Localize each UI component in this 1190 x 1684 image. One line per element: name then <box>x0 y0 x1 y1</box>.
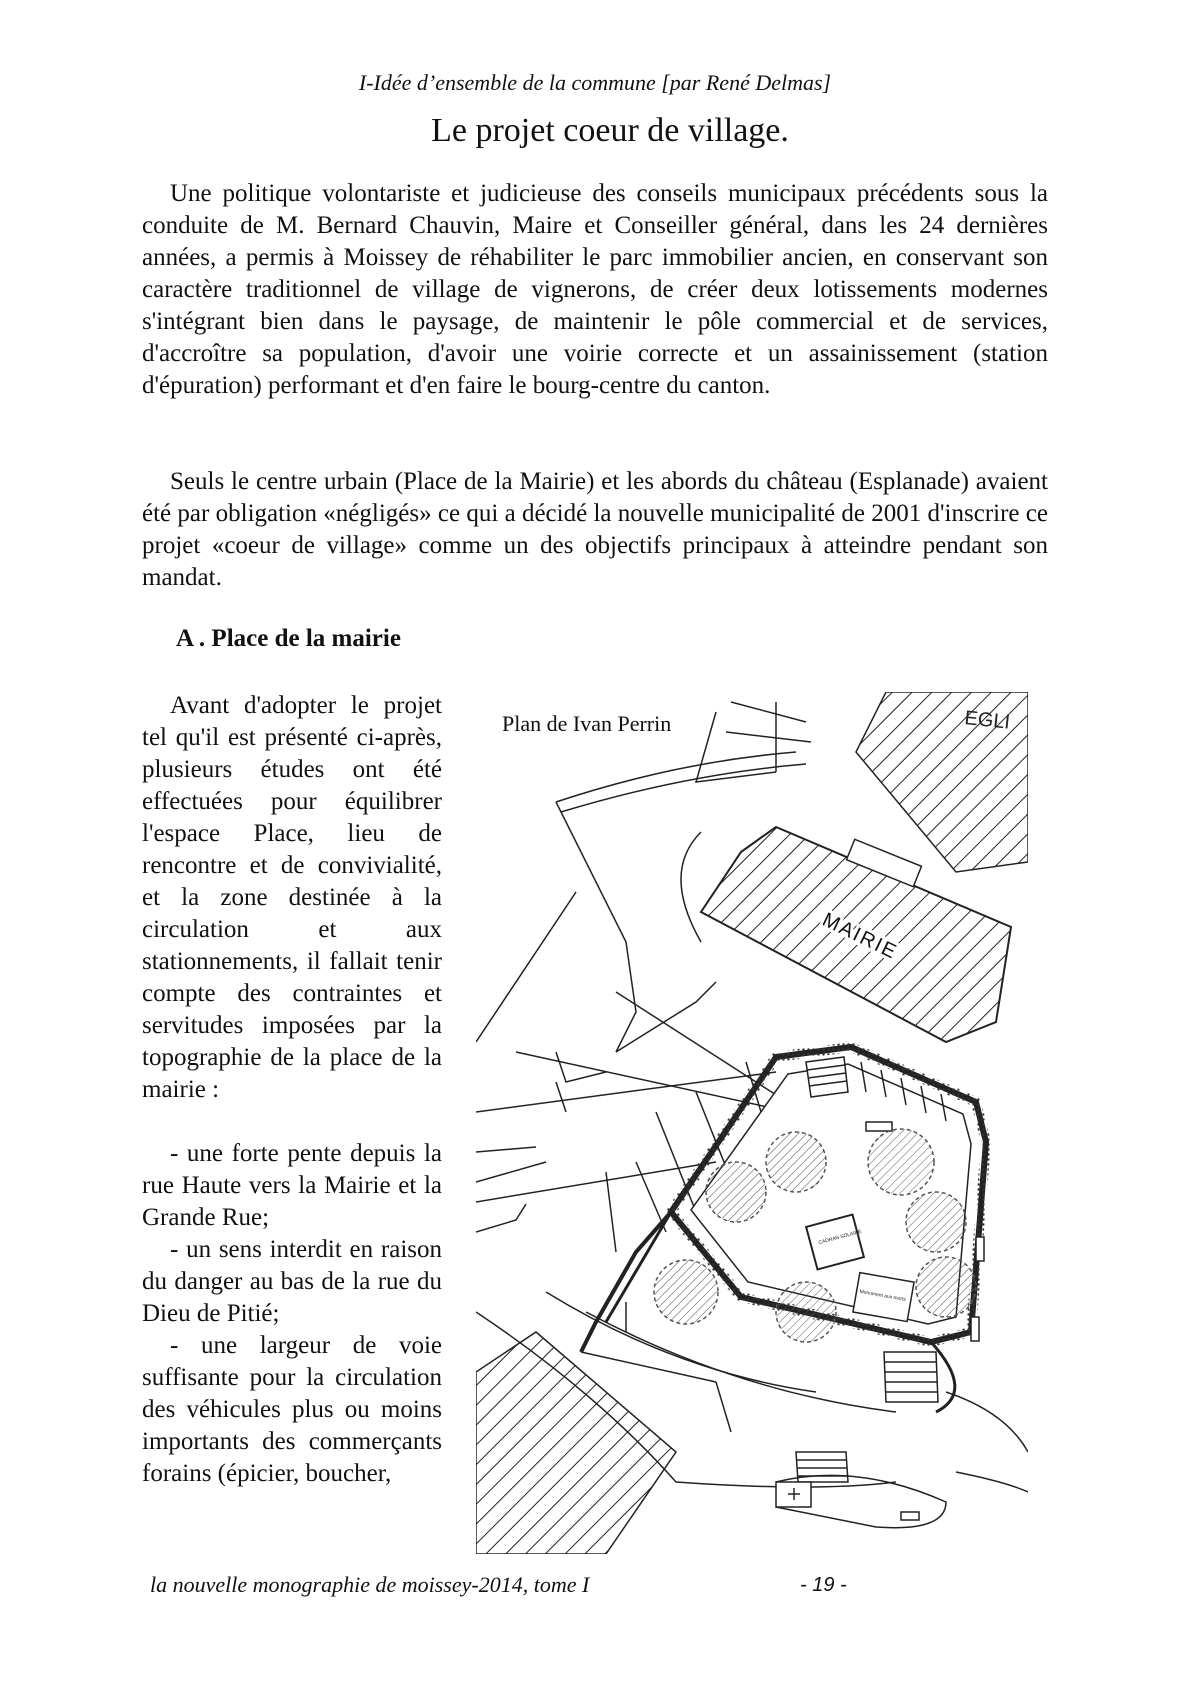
section-heading: A . Place de la mairie <box>176 625 401 652</box>
paragraph-2: Seuls le centre urbain (Place de la Mairie) et les abords du château (Esplanade) avaient été par obligation «négligés» ce qui a décidé la nouvelle municipalité de 2001 d'inscrire ce projet «coeur de village» comme un des objectifs principaux à atteindre pendant son mandat. <box>142 468 1048 591</box>
plan-label-mairie: MAIRIE <box>818 908 902 964</box>
plan-caption: Plan de Ivan Perrin <box>502 711 672 736</box>
page-title: Le projet coeur de village. <box>431 112 789 149</box>
column-item-3: - une largeur de voie suffisante pour la circulation des véhicules plus ou moins importants des commerçants forains (épicier, boucher, <box>142 1332 442 1487</box>
plan-label-monument: Monument aux morts <box>859 1288 907 1303</box>
column-intro: Avant d'adopter le projet tel qu'il est présenté ci-après, plusieurs études ont été effectuées pour équilibrer l'espace Place, lieu de rencontre et de convivialité, et la zone destinée à la circulation et aux stationnements, il fallait tenir compte des contraintes et servitudes imposées par la topographie de la place de la mairie : <box>142 692 442 1103</box>
stairs-top <box>806 1057 848 1097</box>
site-plan-drawing <box>476 692 1028 1554</box>
left-column-text <box>142 690 442 1490</box>
stairs-bottom <box>884 1352 938 1402</box>
lower-left-building <box>476 1332 676 1554</box>
plan-label-cadran: CADRAN SOLAIRE <box>817 1228 863 1247</box>
column-item-1: - une forte pente depuis la rue Haute vers la Mairie et la Grande Rue; <box>142 1140 442 1231</box>
footer-page-number: - 19 - <box>800 1574 847 1596</box>
paragraph-1: Une politique volontariste et judicieuse des conseils municipaux précédents sous la conduite de M. Bernard Chauvin, Maire et Conseiller général, dans les 24 dernières années, a permis à Moissey de réhabiliter le parc immobilier ancien, en conservant son caractère traditionnel de village de vignerons, de créer deux lotissements modernes s'intégrant bien dans le paysage, de maintenir le pôle commercial et de services, d'accroître sa population, d'avoir une voirie correcte et un assainissement (station d'épuration) performant et d'en faire le bourg-centre du canton. <box>142 180 1048 399</box>
running-header: I-Idée d’ensemble de la commune [par René Delmas] <box>358 70 832 95</box>
plan-label-eglise: EGLI <box>963 707 1012 734</box>
footer-book-title: la nouvelle monographie de moissey-2014, tome I <box>150 1572 590 1597</box>
column-item-2: - un sens interdit en raison du danger au bas de la rue du Dieu de Pitié; <box>142 1236 442 1327</box>
